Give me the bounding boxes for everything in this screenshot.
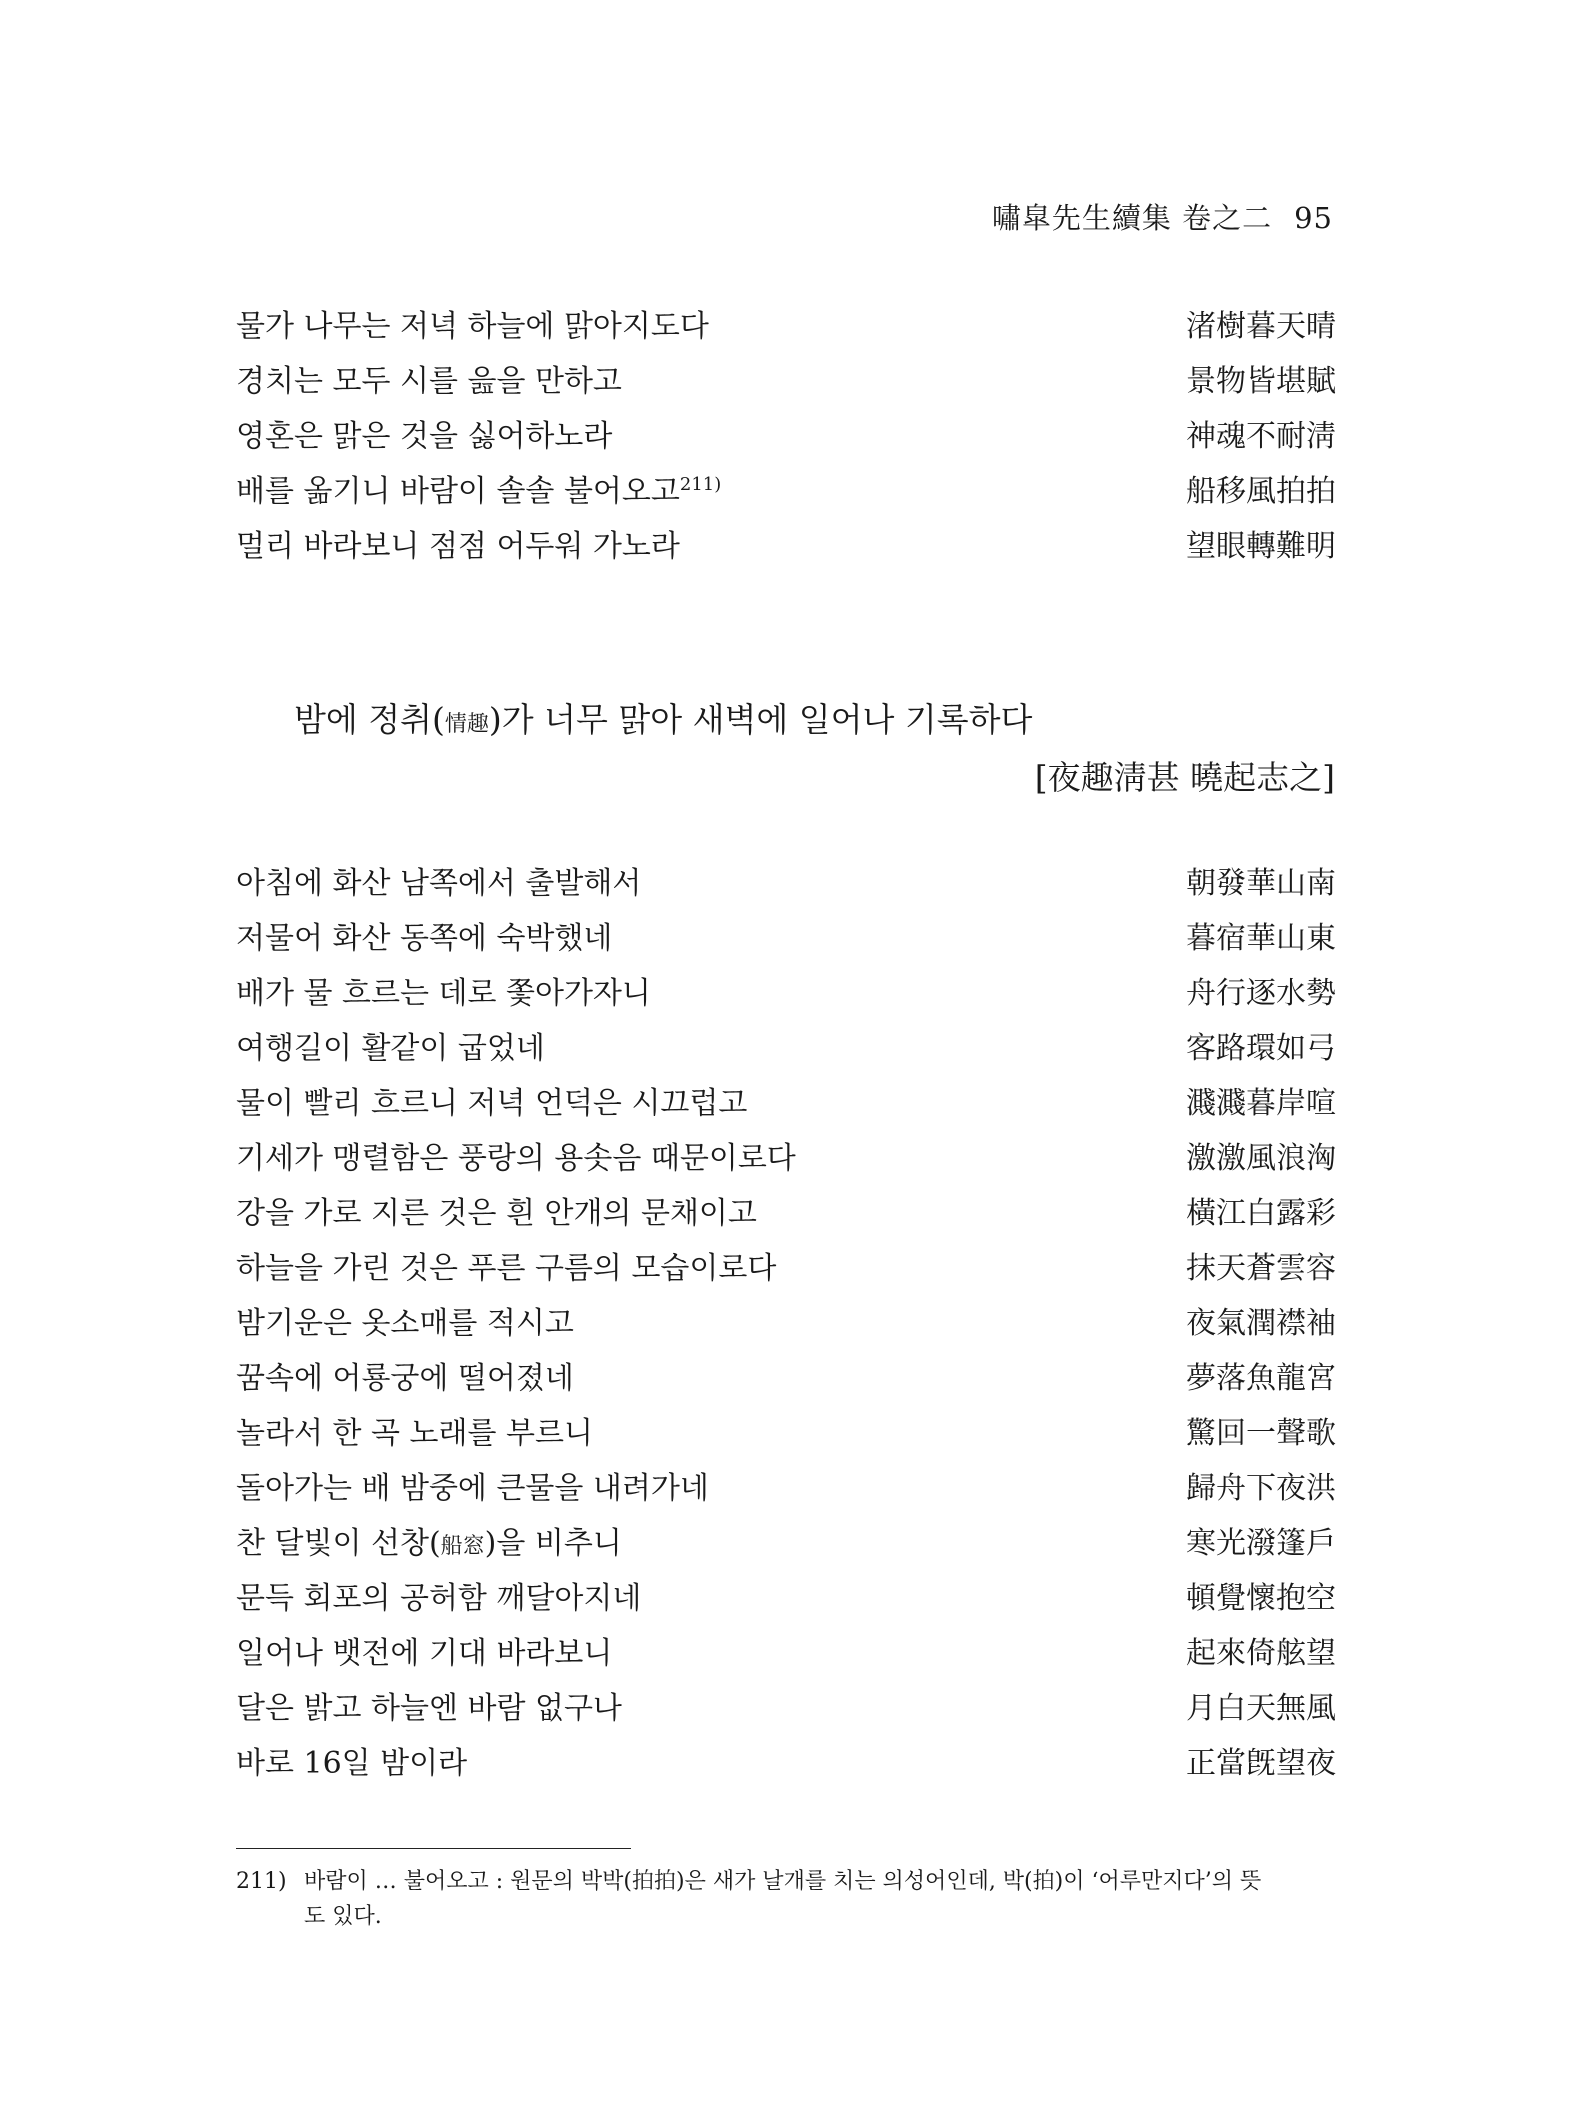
- hanja-original: 客路環如弓: [1186, 1031, 1336, 1066]
- hanja-original: 月白天無風: [1186, 1691, 1336, 1726]
- hanja-original: 激激風浪洶: [1186, 1141, 1336, 1176]
- hanja-original: 朝發華山南: [1186, 866, 1336, 901]
- verse-line: [236, 1688, 1336, 1743]
- korean-translation: 일어나 뱃전에 기대 바라보니: [236, 1636, 613, 1671]
- verse-line: [236, 1028, 1336, 1083]
- verse-line: [236, 1248, 1336, 1303]
- korean-translation: 물가 나무는 저녁 하늘에 맑아지도다: [236, 309, 709, 344]
- verse-line: [236, 306, 1336, 361]
- footnote-211: [236, 1864, 1336, 1934]
- korean-translation: 강을 가로 지른 것은 흰 안개의 문채이고: [236, 1196, 757, 1231]
- korean-translation: [236, 471, 721, 513]
- footnote-ref[interactable]: 211): [679, 474, 722, 495]
- korean-translation: 멀리 바라보니 점점 어두워 가노라: [236, 529, 680, 564]
- korean-translation: [236, 1523, 622, 1568]
- verse-line: [236, 471, 1336, 526]
- korean-translation: 꿈속에 어룡궁에 떨어졌네: [236, 1361, 574, 1396]
- hanja-original: 起來倚舷望: [1186, 1636, 1336, 1671]
- hanja-original: 船移風拍拍: [1186, 474, 1336, 509]
- verse-line: [236, 1578, 1336, 1633]
- hanja-original: 夜氣潤襟袖: [1186, 1306, 1336, 1341]
- korean-translation: 아침에 화산 남쪽에서 출발해서: [236, 866, 642, 901]
- hanja-original: 抹天蒼雲容: [1186, 1251, 1336, 1286]
- korean-text: 찬 달빛이 선창(: [236, 1526, 441, 1561]
- hanja-original: 暮宿華山東: [1186, 921, 1336, 956]
- korean-text: 배를 옮기니 바람이 솔솔 불어오고: [236, 474, 680, 509]
- korean-translation: 물이 빨리 흐르니 저녁 언덕은 시끄럽고: [236, 1086, 748, 1121]
- korean-text: )을 비추니: [484, 1526, 622, 1561]
- hanja-original: 神魂不耐淸: [1186, 419, 1336, 454]
- korean-translation: 하늘을 가린 것은 푸른 구름의 모습이로다: [236, 1251, 777, 1286]
- korean-translation: 경치는 모두 시를 읊을 만하고: [236, 364, 622, 399]
- verse-line: [236, 1743, 1336, 1798]
- verse-line: [236, 1358, 1336, 1413]
- hanja-original: 驚回一聲歌: [1186, 1416, 1336, 1451]
- stanza-2: [236, 863, 1336, 1798]
- verse-line: [236, 1083, 1336, 1138]
- verse-line: [236, 526, 1336, 581]
- footnote-number: 211): [236, 1869, 287, 1894]
- title-hanja-gloss: 情趣: [444, 712, 489, 737]
- verse-line: [236, 863, 1336, 918]
- hanja-original: 望眼轉難明: [1186, 529, 1336, 564]
- verse-line: [236, 1303, 1336, 1358]
- hanja-original: 正當旣望夜: [1186, 1746, 1336, 1781]
- korean-translation: 밤기운은 옷소매를 적시고: [236, 1306, 574, 1341]
- hanja-original: 景物皆堪賦: [1186, 364, 1336, 399]
- korean-translation: 바로 16일 밤이라: [236, 1746, 468, 1781]
- verse-line: [236, 416, 1336, 471]
- footnote-divider: [236, 1848, 631, 1849]
- hanja-original: 頓覺懷抱空: [1186, 1581, 1336, 1616]
- verse-line: [236, 1633, 1336, 1688]
- hanja-original: 濺濺暮岸喧: [1186, 1086, 1336, 1121]
- hanja-original: 歸舟下夜洪: [1186, 1471, 1336, 1506]
- page-number: 95: [1294, 201, 1333, 235]
- title-part: 밤에 정취(: [294, 700, 445, 739]
- footnote-text-continued: 도 있다.: [304, 1904, 382, 1929]
- footnote-text: 바람이 … 불어오고 : 원문의 박박(拍拍)은 새가 날개를 치는 의성어인데, 박(拍)이 ‘어루만지다’의 뜻: [304, 1869, 1262, 1894]
- verse-line: [236, 1413, 1336, 1468]
- hanja-original: 橫江白露彩: [1186, 1196, 1336, 1231]
- korean-translation: 여행길이 활같이 굽었네: [236, 1031, 545, 1066]
- hanja-original: 寒光潑篷戶: [1186, 1526, 1336, 1561]
- hanja-gloss: 船窓: [440, 1534, 485, 1559]
- korean-translation: 기세가 맹렬함은 풍랑의 용솟음 때문이로다: [236, 1141, 796, 1176]
- korean-translation: 문득 회포의 공허함 깨달아지네: [236, 1581, 642, 1616]
- poem-title-hanja: [夜趣淸甚 曉起志之]: [1034, 758, 1335, 797]
- hanja-original: 夢落魚龍宮: [1186, 1361, 1336, 1396]
- verse-line: [236, 361, 1336, 416]
- poem-title: [294, 694, 1032, 741]
- title-part: )가 너무 맑아 새벽에 일어나 기록하다: [488, 700, 1033, 739]
- verse-line: [236, 1468, 1336, 1523]
- verse-line: [236, 1193, 1336, 1248]
- korean-translation: 놀라서 한 곡 노래를 부르니: [236, 1416, 593, 1451]
- hanja-original: 渚樹暮天晴: [1186, 309, 1336, 344]
- korean-translation: 달은 밝고 하늘엔 바람 없구나: [236, 1691, 622, 1726]
- korean-translation: 영혼은 맑은 것을 싫어하노라: [236, 419, 613, 454]
- stanza-1: [236, 306, 1336, 581]
- running-header: [992, 196, 1333, 237]
- verse-line: [236, 1138, 1336, 1193]
- verse-line: [236, 973, 1336, 1028]
- hanja-original: 舟行逐水勢: [1186, 976, 1336, 1011]
- verse-line: [236, 1523, 1336, 1578]
- korean-translation: 돌아가는 배 밤중에 큰물을 내려가네: [236, 1471, 709, 1506]
- korean-translation: 배가 물 흐르는 데로 쫓아가자니: [236, 976, 651, 1011]
- book-title: 嘯皐先生續集 卷之二: [991, 201, 1273, 235]
- verse-line: [236, 918, 1336, 973]
- korean-translation: 저물어 화산 동쪽에 숙박했네: [236, 921, 613, 956]
